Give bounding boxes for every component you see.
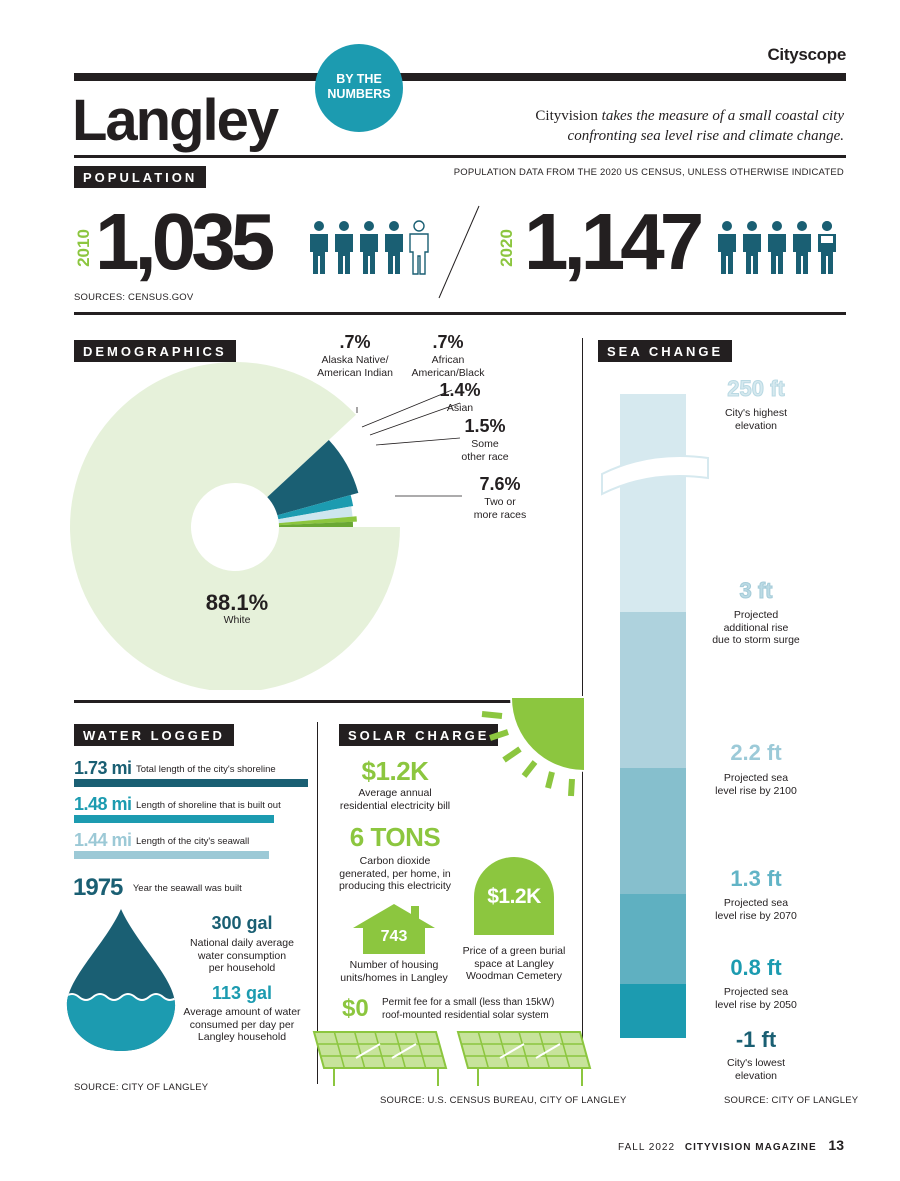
person-icon: [385, 221, 403, 274]
intro-publication: Cityvision: [535, 108, 598, 124]
sea-level-250-value: 250 ft: [727, 376, 785, 401]
demo-label-asian-pct: 1.4%: [439, 380, 481, 400]
demo-label-alaska-text: Alaska Native/ American Indian: [317, 354, 393, 379]
demo-label-white-text: White: [223, 614, 251, 626]
year-2020-label: 2020: [497, 229, 516, 267]
demo-label-other-pct: 1.5%: [464, 416, 506, 436]
housing-text: Number of housing units/homes in Langley: [340, 959, 448, 984]
seawall-value: 1.44 mi: [74, 830, 132, 850]
demo-label-other-text: Some other race: [461, 438, 509, 463]
sea-level-2070-text: Projected sea level rise by 2070: [715, 897, 797, 922]
sea-level-lowest-value: -1 ft: [735, 1027, 777, 1052]
sea-level-2100-value: 2.2 ft: [730, 740, 782, 765]
sea-level-3ft-value: 3 ft: [739, 578, 773, 603]
shoreline-label: Total length of the city's shoreline: [136, 764, 276, 775]
badge-line-1: BY THE: [336, 72, 382, 86]
demo-label-white-pct: 88.1%: [205, 590, 269, 615]
national-water-value: 300 gal: [211, 913, 273, 933]
sea-level-2050-text: Projected sea level rise by 2050: [715, 986, 797, 1011]
demo-label-alaska-pct: .7%: [339, 332, 371, 352]
seawall-label: Length of the city's seawall: [136, 836, 250, 847]
sea-level-lowest-text: City's lowest elevation: [726, 1057, 786, 1082]
person-icon: [743, 221, 761, 274]
person-icon: [718, 221, 736, 274]
footer-magazine: CITYVISION MAGAZINE: [684, 1142, 817, 1153]
built-out-value: 1.48 mi: [74, 794, 132, 814]
burial-text: Price of a green burial space at Langley Woodman Cemetery: [462, 945, 566, 982]
person-icon: [793, 221, 811, 274]
carbon-text: Carbon dioxide generated, per home, in producing this electricity: [338, 855, 452, 892]
solar-source: SOURCE: U.S. CENSUS BUREAU, CITY OF LANGLEY: [380, 1095, 627, 1106]
seawall-bar: [74, 851, 269, 859]
sea-band-2050: [620, 984, 686, 1038]
sea-band-2070: [620, 894, 686, 984]
sea-level-3ft-text: Projected additional rise due to storm surge: [712, 609, 800, 646]
population-bottom-rule: [74, 312, 846, 315]
header-rule: [74, 73, 846, 81]
population-2010-value: 1,035: [95, 197, 271, 286]
person-icon: [768, 221, 786, 274]
person-icon: [335, 221, 353, 274]
sea-band-highest: [620, 394, 686, 612]
solar-panel-right: [458, 1032, 590, 1086]
intro-text: [535, 106, 844, 146]
sea-change-source: SOURCE: CITY OF LANGLEY: [724, 1095, 859, 1106]
population-divider-slash: [435, 204, 485, 300]
sea-level-2050-value: 0.8 ft: [730, 955, 782, 980]
local-water-text: Average amount of water consumed per day per Langley household: [183, 1006, 301, 1043]
solar-charge-tag: SOLAR CHARGE: [339, 724, 498, 746]
person-icon: [310, 221, 328, 274]
sea-band-2100: [620, 768, 686, 894]
seawall-year-label: Year the seawall was built: [132, 883, 242, 894]
water-logged-tag: WATER LOGGED: [74, 724, 234, 746]
population-top-rule: [74, 155, 846, 158]
tombstone-icon: [474, 857, 554, 935]
seawall-year-value: 1975: [73, 874, 123, 901]
sea-level-2070-value: 1.3 ft: [730, 866, 782, 891]
person-icon: [410, 221, 428, 274]
shoreline-bar: [74, 779, 308, 787]
footer-issue: FALL 2022: [618, 1142, 676, 1153]
solar-panel-left: [314, 1032, 446, 1086]
sea-level-250-text: City's highest elevation: [724, 407, 788, 432]
footer: [618, 1137, 844, 1153]
electric-bill-text: Average annual residential electricity bill: [339, 787, 451, 812]
section-label: Cityscope: [767, 45, 846, 64]
built-out-row: [74, 794, 308, 824]
carbon-value: 6 TONS: [349, 822, 441, 852]
solar-panels-icon: [306, 1028, 596, 1088]
seawall-row: [74, 830, 308, 860]
sea-level-column: [600, 386, 710, 1046]
sun-icon: [478, 692, 588, 802]
seawall-year: [73, 874, 242, 902]
demo-label-black-text: African American/Black: [411, 354, 485, 379]
footer-page-number: 13: [828, 1137, 844, 1153]
demo-label-multi-text: Two or more races: [473, 496, 527, 521]
badge-line-2: NUMBERS: [327, 87, 391, 101]
person-icon: [360, 221, 378, 274]
demo-label-black-pct: .7%: [432, 332, 464, 352]
person-icon: [818, 221, 836, 274]
burial-value: $1.2K: [487, 885, 541, 908]
year-2010-label: 2010: [74, 229, 93, 267]
population-tag: POPULATION: [74, 166, 206, 188]
electric-bill-value: $1.2K: [361, 756, 429, 786]
demo-label-asian-text: Asian: [446, 402, 474, 414]
population-source: SOURCES: CENSUS.GOV: [74, 292, 194, 303]
by-the-numbers-badge: [315, 44, 403, 132]
demo-label-multi-pct: 7.6%: [479, 474, 521, 494]
population-2020-icons: [714, 220, 846, 276]
local-water-value: 113 gal: [211, 983, 273, 1003]
intro-line-1: takes the measure of a small coastal city: [597, 108, 844, 124]
sea-band-storm-surge: [620, 612, 686, 768]
permit-text: Permit fee for a small (less than 15kW) roof-mounted residential solar system: [382, 997, 555, 1021]
built-out-label: Length of shoreline that is built out: [136, 800, 281, 811]
demographics-tag: DEMOGRAPHICS: [74, 340, 236, 362]
population-note: POPULATION DATA FROM THE 2020 US CENSUS, UNLESS OTHERWISE INDICATED: [453, 167, 844, 178]
sea-level-2100-text: Projected sea level rise by 2100: [715, 772, 797, 797]
intro-line-2: confronting sea level rise and climate change.: [567, 128, 844, 144]
water-source: SOURCE: CITY OF LANGLEY: [74, 1082, 209, 1093]
shoreline-value: 1.73 mi: [74, 758, 132, 778]
shoreline-row: [74, 758, 308, 788]
page-title: Langley: [72, 88, 278, 153]
sea-change-tag: SEA CHANGE: [598, 340, 732, 362]
population-2020-value: 1,147: [524, 197, 700, 286]
built-out-bar: [74, 815, 274, 823]
population-2010-icons: [306, 220, 438, 276]
water-drop-icon: [65, 905, 177, 1055]
housing-value: 743: [380, 928, 408, 945]
house-icon: [353, 904, 435, 954]
national-water-text: National daily average water consumption per household: [190, 937, 294, 974]
permit-value: $0: [342, 995, 369, 1022]
